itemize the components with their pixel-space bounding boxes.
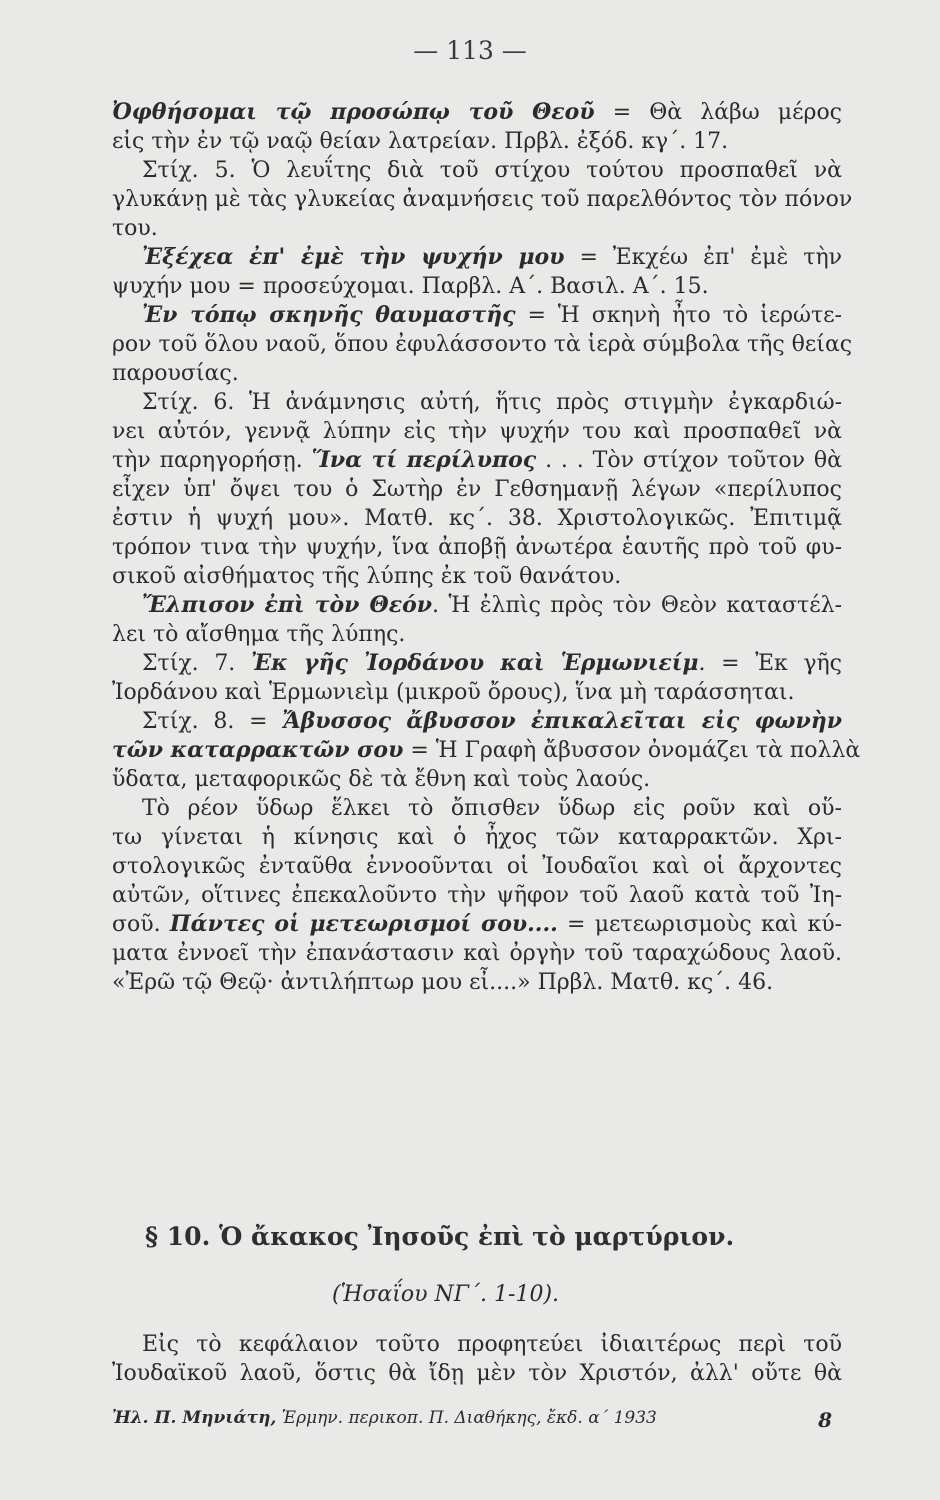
text-line — [112, 881, 842, 910]
text-line — [112, 736, 861, 765]
text-line — [112, 678, 842, 707]
line-text: ρον τοῦ ὅλου ναοῦ, ὅπου ἐφυλάσσοντο τὰ ἱερὰ σύμβολα τῆς θείας — [112, 332, 853, 357]
line-text: παρουσίας. — [112, 361, 239, 386]
text-line — [112, 330, 853, 359]
text-line — [112, 823, 842, 852]
line-text: στολογικῶς ἐνταῦθα ἐννοοῦνται οἱ Ἰουδαῖοι καὶ οἱ ἄρχοντες — [112, 854, 842, 879]
text-line — [112, 243, 842, 272]
line-text: σοῦ. — [112, 912, 170, 937]
line-text: = Θὰ λάβω μέρος — [594, 100, 843, 125]
section-text — [112, 1330, 842, 1388]
page-number: — 113 — — [413, 36, 527, 65]
line-text: ἐστιν ἡ ψυχή μου». Ματθ. κς΄. 38. Χριστολογικῶς. Ἐπιτιμᾷ — [112, 506, 842, 531]
text-line — [112, 156, 842, 185]
line-text: τὴν παρηγορήσῃ. — [112, 448, 312, 473]
text-line — [112, 388, 842, 417]
lemma-text: Πάντες οἱ μετεωρισμοί σου.... — [169, 911, 558, 937]
footer-signature: Ἠλ. Π. Μηνιάτη, — [112, 1408, 277, 1428]
text-line — [112, 852, 842, 881]
line-text: . . . Τὸν στίχον τοῦτον θὰ — [536, 448, 842, 473]
footer — [112, 1408, 832, 1432]
line-text: του. — [112, 216, 158, 241]
line-text: σικοῦ αἰσθήματος τῆς λύπης ἐκ τοῦ θανάτου. — [112, 564, 622, 589]
line-text: εἰς τὴν ἐν τῷ ναῷ θείαν λατρείαν. Πρβλ. ἐξόδ. κγ΄. 17. — [112, 129, 729, 154]
lemma-text: Ἐξέχεα ἐπ' ἐμὲ τὴν ψυχήν μου — [142, 244, 565, 270]
line-text: . = Ἐκ γῆς — [698, 651, 842, 676]
footer-text: Ἑρμην. περικοπ. Π. Διαθήκης, ἔκδ. α΄ 1933 — [281, 1408, 657, 1428]
signature-mark: 8 — [818, 1408, 832, 1432]
line-text: ψυχήν μου = προσεύχομαι. Παρβλ. Α΄. Βασιλ. Α΄. 15. — [112, 274, 709, 299]
lemma-text: Ἄβυσσος ἄβυσσον ἐπικαλεῖται εἰς φωνὴν — [282, 708, 842, 734]
line-text: «Ἐρῶ τῷ Θεῷ· ἀντιλήπτωρ μου εἶ....» Πρβλ. Ματθ. κς΄. 46. — [112, 970, 774, 995]
line-text: Ἰορδάνου καὶ Ἑρμωνιεὶμ (μικροῦ ὄρους), ἵνα μὴ ταράσσηται. — [112, 680, 795, 705]
line-text: τρόπον τινα τὴν ψυχήν, ἵνα ἀποβῇ ἀνωτέρα ἑαυτῆς πρὸ τοῦ φυ- — [112, 535, 842, 560]
text-line — [112, 1359, 842, 1388]
line-text: Ἰουδαϊκοῦ λαοῦ, ὅστις θὰ ἴδῃ μὲν τὸν Χριστόν, ἀλλ' οὔτε θὰ — [112, 1361, 842, 1386]
section-heading: § 10. Ὁ ἄκακος Ἰησοῦς ἐπὶ τὸ μαρτύριον. — [145, 1222, 735, 1251]
lemma-text: Ἐν τόπῳ σκηνῆς θαυμαστῆς — [142, 302, 516, 328]
line-text: Στίχ. 8. = — [142, 709, 283, 734]
text-line — [112, 939, 842, 968]
line-text: Στίχ. 7. — [142, 651, 251, 676]
text-line — [112, 475, 842, 504]
text-line — [112, 185, 853, 214]
commentary-text — [112, 98, 861, 997]
text-line — [112, 794, 842, 823]
text-line — [112, 1330, 842, 1359]
line-text: αὐτῶν, οἵτινες ἐπεκαλοῦντο τὴν ψῆφον τοῦ λαοῦ κατὰ τοῦ Ἰη- — [112, 883, 842, 908]
text-line — [112, 214, 842, 243]
text-line — [112, 591, 842, 620]
text-line — [112, 98, 842, 127]
lemma-text: Ἐκ γῆς Ἰορδάνου καὶ Ἑρμωνιείμ — [250, 650, 699, 676]
line-text: ματα ἐννοεῖ τὴν ἐπανάστασιν καὶ ὀργὴν τοῦ ταραχώδους λαοῦ. — [112, 941, 842, 966]
line-text: = Ἐκχέω ἐπ' ἐμὲ τὴν — [564, 245, 843, 270]
text-line — [112, 446, 842, 475]
text-line — [112, 301, 842, 330]
line-text: ὕδατα, μεταφορικῶς δὲ τὰ ἔθνη καὶ τοὺς λαούς. — [112, 767, 651, 792]
lemma-text: Ἔλπισον ἐπὶ τὸν Θεόν — [142, 592, 433, 618]
text-line — [112, 127, 842, 156]
text-line — [112, 707, 842, 736]
lemma-text: Ὀφθήσομαι τῷ προσώπῳ τοῦ Θεοῦ — [112, 99, 595, 125]
line-text: τω γίνεται ἡ κίνησις καὶ ὁ ἦχος τῶν καταρρακτῶν. Χρι- — [112, 825, 842, 850]
text-line — [112, 272, 842, 301]
line-text: = Ἡ σκηνὴ ἦτο τὸ ἱερώτε- — [515, 303, 842, 328]
line-text: νει αὐτόν, γεννᾷ λύπην εἰς τὴν ψυχήν του καὶ προσπαθεῖ νὰ — [112, 419, 842, 444]
line-text: Στίχ. 5. Ὁ λευΐτης διὰ τοῦ στίχου τούτου προσπαθεῖ νὰ — [142, 158, 842, 183]
section-reference: (Ἡσαΐου ΝΓ΄. 1-10). — [332, 1282, 560, 1307]
lemma-text: Ἵνα τί περίλυπος — [311, 447, 537, 473]
text-line — [112, 765, 842, 794]
line-text: γλυκάνῃ μὲ τὰς γλυκείας ἀναμνήσεις τοῦ παρελθόντος τὸν πόνον — [112, 187, 853, 212]
text-line — [112, 562, 842, 591]
line-text: εἶχεν ὑπ' ὄψει του ὁ Σωτὴρ ἐν Γεθσημανῇ λέγων «περίλυπος — [112, 477, 842, 502]
line-text: . Ἡ ἐλπὶς πρὸς τὸν Θεὸν καταστέλ- — [432, 593, 843, 618]
line-text: λει τὸ αἴσθημα τῆς λύπης. — [112, 622, 406, 647]
line-text: Τὸ ρέον ὕδωρ ἕλκει τὸ ὄπισθεν ὕδωρ εἰς ροῦν καὶ οὕ- — [142, 796, 842, 821]
text-line — [112, 417, 842, 446]
text-line — [112, 620, 842, 649]
text-line — [112, 359, 842, 388]
text-line — [112, 968, 842, 997]
line-text: = Ἡ Γραφὴ ἄβυσσον ὀνομάζει τὰ πολλὰ — [403, 738, 861, 763]
text-line — [112, 504, 842, 533]
line-text: Στίχ. 6. Ἡ ἀνάμνησις αὐτή, ἥτις πρὸς στιγμὴν ἐγκαρδιώ- — [142, 390, 842, 415]
text-line — [112, 649, 842, 678]
line-text: Εἰς τὸ κεφάλαιον τοῦτο προφητεύει ἰδιαιτέρως περὶ τοῦ — [142, 1332, 842, 1357]
text-line — [112, 910, 842, 939]
text-line — [112, 533, 842, 562]
line-text: = μετεωρισμοὺς καὶ κύ- — [557, 912, 843, 937]
lemma-text: τῶν καταρρακτῶν σου — [112, 737, 404, 763]
